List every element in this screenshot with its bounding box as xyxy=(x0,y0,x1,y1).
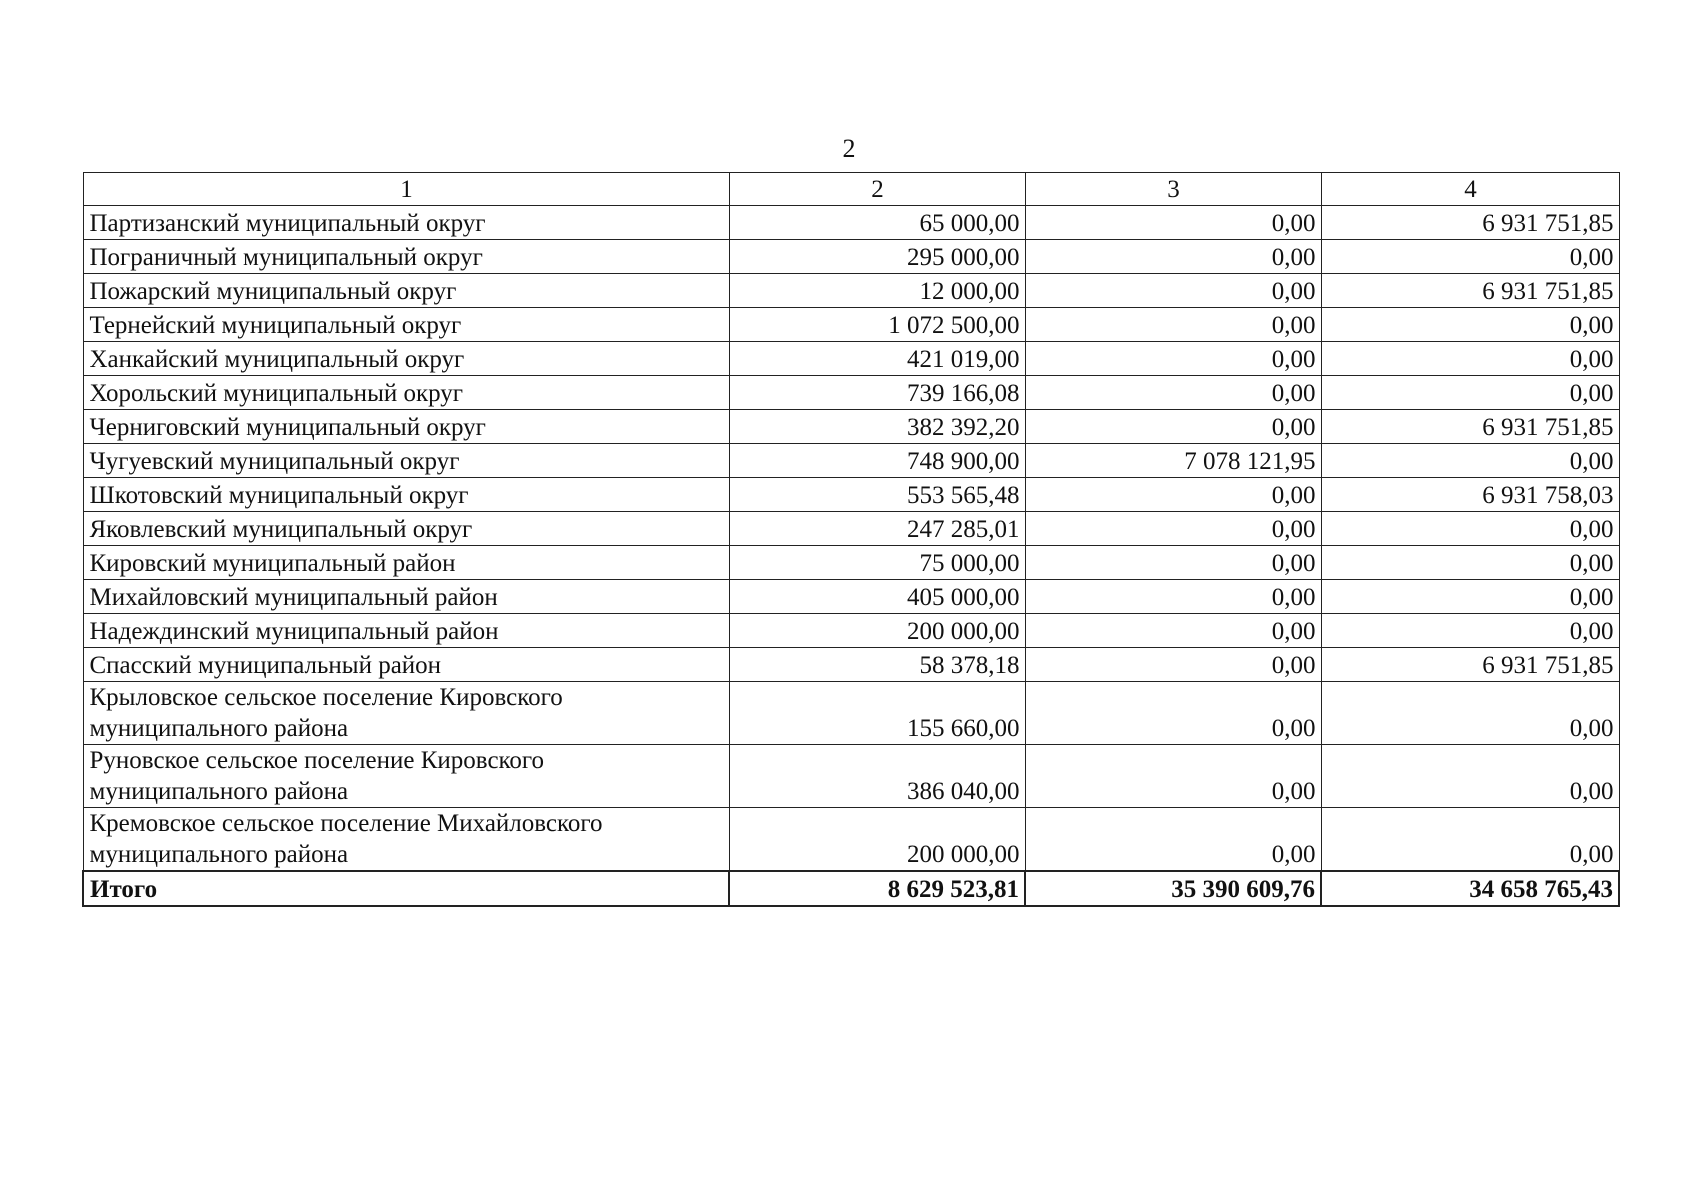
row-name: Пограничный муниципальный округ xyxy=(83,240,729,274)
table-row xyxy=(83,240,1619,274)
row-name: Спасский муниципальный район xyxy=(83,648,729,682)
table-row xyxy=(83,580,1619,614)
row-col-2: 295 000,00 xyxy=(729,240,1025,274)
row-col-3: 0,00 xyxy=(1025,745,1321,808)
row-col-4: 6 931 758,03 xyxy=(1321,478,1619,512)
row-col-2: 1 072 500,00 xyxy=(729,308,1025,342)
row-col-4: 0,00 xyxy=(1321,376,1619,410)
row-col-2: 200 000,00 xyxy=(729,614,1025,648)
row-col-3: 0,00 xyxy=(1025,512,1321,546)
row-col-3: 0,00 xyxy=(1025,614,1321,648)
row-col-4: 0,00 xyxy=(1321,444,1619,478)
row-name: Кремовское сельское поселение Михайловского муниципального района xyxy=(83,808,729,872)
row-col-2: 748 900,00 xyxy=(729,444,1025,478)
header-col-4: 4 xyxy=(1321,173,1619,206)
table-row xyxy=(83,410,1619,444)
row-name: Тернейский муниципальный округ xyxy=(83,308,729,342)
total-row xyxy=(83,871,1619,906)
row-col-4: 6 931 751,85 xyxy=(1321,648,1619,682)
row-col-4: 0,00 xyxy=(1321,682,1619,745)
row-col-3: 0,00 xyxy=(1025,376,1321,410)
row-col-2: 75 000,00 xyxy=(729,546,1025,580)
total-col-4: 34 658 765,43 xyxy=(1321,871,1619,906)
row-name: Шкотовский муниципальный округ xyxy=(83,478,729,512)
table-row xyxy=(83,614,1619,648)
row-col-4: 0,00 xyxy=(1321,342,1619,376)
row-name: Хорольский муниципальный округ xyxy=(83,376,729,410)
row-col-3: 0,00 xyxy=(1025,682,1321,745)
row-col-4: 0,00 xyxy=(1321,308,1619,342)
row-col-4: 0,00 xyxy=(1321,240,1619,274)
row-col-3: 0,00 xyxy=(1025,808,1321,872)
row-col-4: 0,00 xyxy=(1321,512,1619,546)
row-col-4: 0,00 xyxy=(1321,745,1619,808)
row-col-2: 58 378,18 xyxy=(729,648,1025,682)
row-col-3: 0,00 xyxy=(1025,308,1321,342)
row-col-4: 0,00 xyxy=(1321,546,1619,580)
table-row xyxy=(83,376,1619,410)
table-row xyxy=(83,274,1619,308)
row-col-4: 6 931 751,85 xyxy=(1321,410,1619,444)
table-row xyxy=(83,808,1619,872)
page-number: 2 xyxy=(842,134,856,163)
row-name: Яковлевский муниципальный округ xyxy=(83,512,729,546)
row-col-2: 247 285,01 xyxy=(729,512,1025,546)
row-col-2: 553 565,48 xyxy=(729,478,1025,512)
row-col-3: 0,00 xyxy=(1025,648,1321,682)
row-col-2: 405 000,00 xyxy=(729,580,1025,614)
header-col-3: 3 xyxy=(1025,173,1321,206)
header-row xyxy=(83,173,1619,206)
table-row xyxy=(83,444,1619,478)
row-name: Чугуевский муниципальный округ xyxy=(83,444,729,478)
row-col-4: 0,00 xyxy=(1321,614,1619,648)
row-name: Ханкайский муниципальный округ xyxy=(83,342,729,376)
row-col-3: 7 078 121,95 xyxy=(1025,444,1321,478)
row-col-4: 0,00 xyxy=(1321,808,1619,872)
row-name: Крыловское сельское поселение Кировского муниципального района xyxy=(83,682,729,745)
row-col-2: 65 000,00 xyxy=(729,206,1025,240)
row-col-3: 0,00 xyxy=(1025,580,1321,614)
row-name: Михайловский муниципальный район xyxy=(83,580,729,614)
table-row xyxy=(83,342,1619,376)
row-col-2: 382 392,20 xyxy=(729,410,1025,444)
row-name: Руновское сельское поселение Кировского муниципального района xyxy=(83,745,729,808)
row-col-2: 421 019,00 xyxy=(729,342,1025,376)
row-col-3: 0,00 xyxy=(1025,410,1321,444)
row-col-3: 0,00 xyxy=(1025,274,1321,308)
table-row xyxy=(83,745,1619,808)
table-row xyxy=(83,546,1619,580)
row-col-2: 155 660,00 xyxy=(729,682,1025,745)
row-col-3: 0,00 xyxy=(1025,546,1321,580)
row-col-2: 12 000,00 xyxy=(729,274,1025,308)
table-row xyxy=(83,308,1619,342)
row-col-3: 0,00 xyxy=(1025,478,1321,512)
table-row xyxy=(83,682,1619,745)
row-name: Надеждинский муниципальный район xyxy=(83,614,729,648)
row-col-4: 0,00 xyxy=(1321,580,1619,614)
row-col-4: 6 931 751,85 xyxy=(1321,274,1619,308)
row-col-2: 739 166,08 xyxy=(729,376,1025,410)
total-col-3: 35 390 609,76 xyxy=(1025,871,1321,906)
row-col-4: 6 931 751,85 xyxy=(1321,206,1619,240)
row-col-3: 0,00 xyxy=(1025,240,1321,274)
total-label: Итого xyxy=(83,871,729,906)
table-row xyxy=(83,512,1619,546)
row-name: Пожарский муниципальный округ xyxy=(83,274,729,308)
header-col-2: 2 xyxy=(729,173,1025,206)
row-col-3: 0,00 xyxy=(1025,342,1321,376)
row-col-2: 200 000,00 xyxy=(729,808,1025,872)
table-row xyxy=(83,478,1619,512)
row-col-3: 0,00 xyxy=(1025,206,1321,240)
row-name: Партизанский муниципальный округ xyxy=(83,206,729,240)
row-col-2: 386 040,00 xyxy=(729,745,1025,808)
row-name: Черниговский муниципальный округ xyxy=(83,410,729,444)
header-col-1: 1 xyxy=(83,173,729,206)
table-row xyxy=(83,206,1619,240)
table-row xyxy=(83,648,1619,682)
total-col-2: 8 629 523,81 xyxy=(729,871,1025,906)
budget-table xyxy=(82,172,1620,907)
row-name: Кировский муниципальный район xyxy=(83,546,729,580)
